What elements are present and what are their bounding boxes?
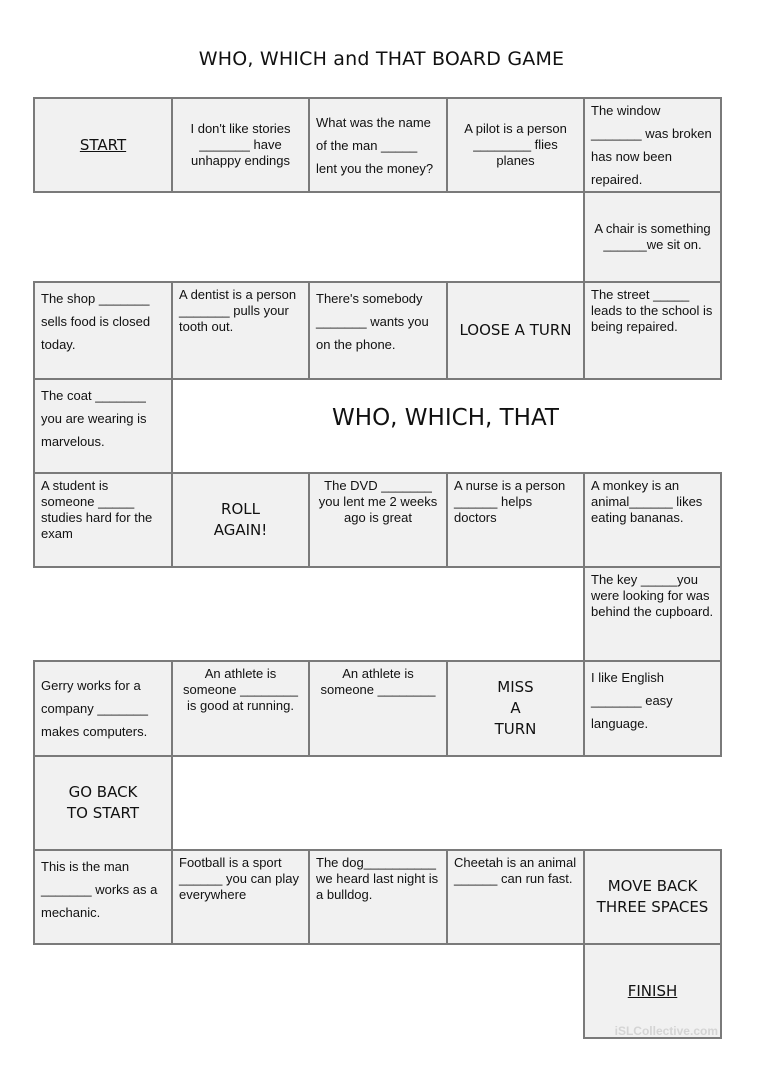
square-text: ROLL AGAIN! [213, 500, 268, 539]
board-square [583, 97, 722, 193]
square-text: MOVE BACK THREE SPACES [596, 877, 709, 916]
board-square [308, 472, 448, 568]
board-square [446, 849, 585, 945]
board-square [171, 472, 310, 568]
board-square [33, 472, 173, 568]
board-square [446, 281, 585, 380]
board-square [446, 97, 585, 193]
square-text: START [79, 135, 127, 154]
board-square [33, 849, 173, 945]
square-text: The dog__________ we heard last night is a bulldog. [316, 855, 439, 902]
board-square [446, 660, 585, 757]
square-text: An athlete is someone ________ [320, 666, 436, 697]
square-text: This is the man _______ works as a mechanic. [41, 859, 158, 920]
board-square [583, 849, 722, 945]
square-text: Cheetah is an animal ______ can run fast. [454, 855, 577, 886]
square-text: A dentist is a person _______ pulls your tooth out. [179, 287, 297, 334]
board-square [308, 281, 448, 380]
worksheet-title: WHO, WHICH and THAT BOARD GAME [198, 48, 565, 70]
board-square [33, 281, 173, 380]
square-text: There's somebody _______ wants you on the phone. [316, 291, 429, 352]
square-text: Gerry works for a company _______ makes computers. [41, 678, 148, 739]
square-text: A monkey is an animal______ likes eating bananas. [591, 478, 703, 525]
square-text: A nurse is a person ______ helps doctors [454, 478, 566, 525]
square-text: The key _____you were looking for was behind the cupboard. [591, 572, 714, 619]
board-square [33, 378, 173, 474]
square-text: The shop _______ sells food is closed today. [41, 291, 151, 352]
board-square [171, 849, 310, 945]
square-text: A pilot is a person ________ flies planes [464, 121, 567, 168]
board-square [33, 755, 173, 851]
square-text: I don't like stories _______ have unhappy endings [190, 121, 291, 168]
board-square [171, 281, 310, 380]
board-square [583, 191, 722, 283]
square-text: The DVD _______ you lent me 2 weeks ago is great [318, 478, 438, 525]
square-text: MISS A TURN [494, 678, 537, 738]
board-square [171, 660, 310, 757]
square-text: A student is someone _____ studies hard for the exam [41, 478, 153, 541]
square-text: LOOSE A TURN [459, 321, 572, 339]
board-square [583, 660, 722, 757]
square-text: The coat _______ you are wearing is marvelous. [41, 388, 147, 449]
square-text: The window _______ was broken has now been repaired. [591, 103, 712, 187]
board-square [33, 97, 173, 193]
square-text: FINISH [627, 981, 678, 1000]
board-center-title: WHO, WHICH, THAT [332, 405, 559, 431]
watermark: iSLCollective.com [614, 1024, 718, 1038]
board-square [308, 97, 448, 193]
board-square [583, 281, 722, 380]
board-square [583, 472, 722, 568]
board-square [446, 472, 585, 568]
square-text: Football is a sport ______ you can play everywhere [179, 855, 299, 902]
square-text: A chair is something ______we sit on. [594, 221, 711, 252]
board-square [308, 660, 448, 757]
board-square [171, 97, 310, 193]
square-text: I like English _______ easy language. [591, 670, 673, 731]
board-square [33, 660, 173, 757]
square-text: An athlete is someone ________ is good at running. [183, 666, 298, 713]
board-square [583, 566, 722, 662]
square-text: GO BACK TO START [66, 783, 139, 822]
square-text: What was the name of the man _____ lent you the money? [316, 114, 434, 176]
square-text: The street _____ leads to the school is being repaired. [591, 287, 713, 334]
board-square [308, 849, 448, 945]
